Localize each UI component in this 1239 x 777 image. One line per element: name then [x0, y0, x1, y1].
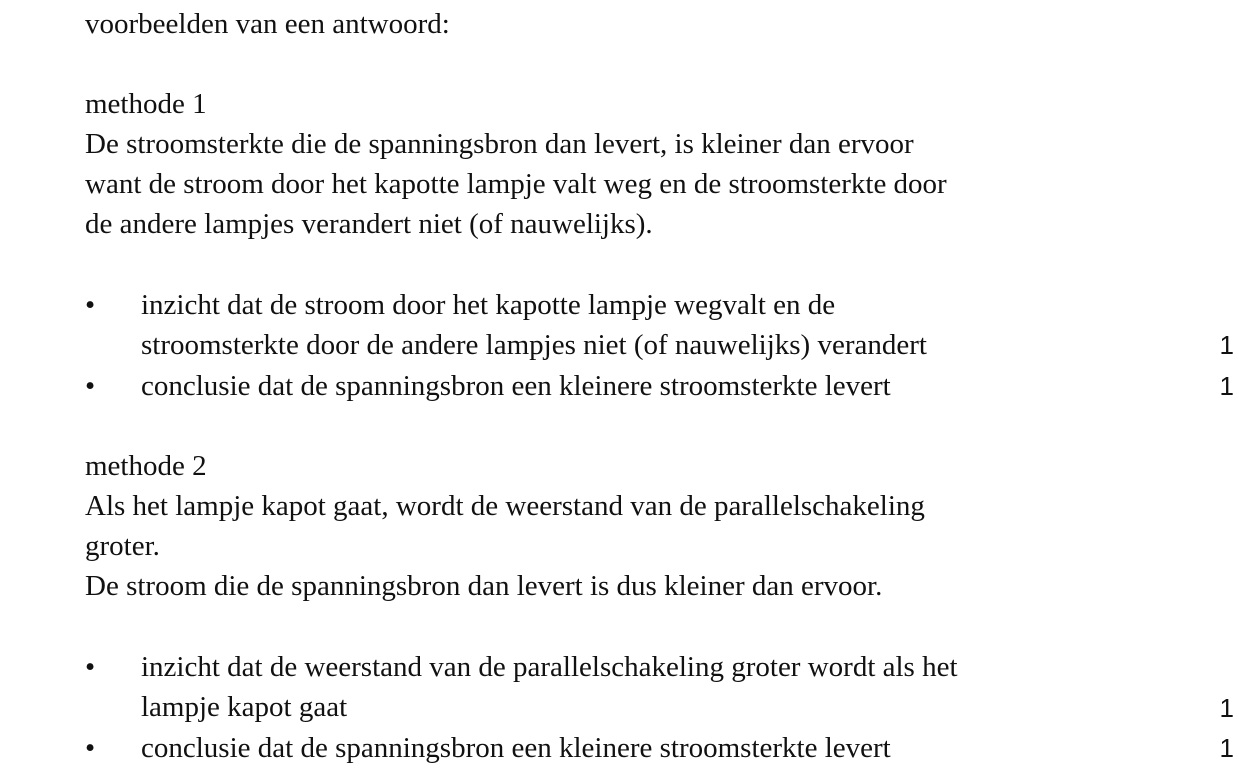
method-2-item-1-score: 1 — [1219, 693, 1234, 723]
method-2-item-2-score: 1 — [1219, 733, 1234, 763]
method-2-bullet-1: • — [85, 651, 96, 683]
method-1-item-2-line-1: conclusie dat de spanningsbron een kleinere stroomsterkte levert — [141, 370, 891, 402]
method-2-bullet-2: • — [85, 732, 96, 764]
method-2-heading: methode 2 — [85, 450, 207, 482]
method-2-paragraph-line-3: De stroom die de spanningsbron dan levert is dus kleiner dan ervoor. — [85, 570, 883, 602]
method-1-paragraph-line-3: de andere lampjes verandert niet (of nauwelijks). — [85, 208, 653, 240]
method-1-item-2-score: 1 — [1219, 371, 1234, 401]
method-2-paragraph-line-1: Als het lampje kapot gaat, wordt de weerstand van de parallelschakeling — [85, 490, 925, 522]
method-1-item-1-score: 1 — [1219, 330, 1234, 360]
method-1-bullet-2: • — [85, 370, 96, 402]
method-2-item-1-line-1: inzicht dat de weerstand van de parallelschakeling groter wordt als het — [141, 651, 958, 683]
method-1-paragraph-line-1: De stroomsterkte die de spanningsbron dan levert, is kleiner dan ervoor — [85, 128, 914, 160]
method-2-item-1-line-2: lampje kapot gaat — [141, 691, 348, 723]
method-1-bullet-1: • — [85, 289, 96, 321]
method-1-item-1-line-2: stroomsterkte door de andere lampjes niet (of nauwelijks) verandert — [141, 329, 927, 361]
method-2-item-2-line-1: conclusie dat de spanningsbron een kleinere stroomsterkte levert — [141, 732, 891, 764]
method-1-heading: methode 1 — [85, 88, 207, 120]
method-1-paragraph-line-2: want de stroom door het kapotte lampje valt weg en de stroomsterkte door — [85, 168, 947, 200]
method-2-paragraph-line-2: groter. — [85, 530, 160, 562]
intro-text: voorbeelden van een antwoord: — [85, 8, 450, 40]
method-1-item-1-line-1: inzicht dat de stroom door het kapotte lampje wegvalt en de — [141, 289, 836, 321]
